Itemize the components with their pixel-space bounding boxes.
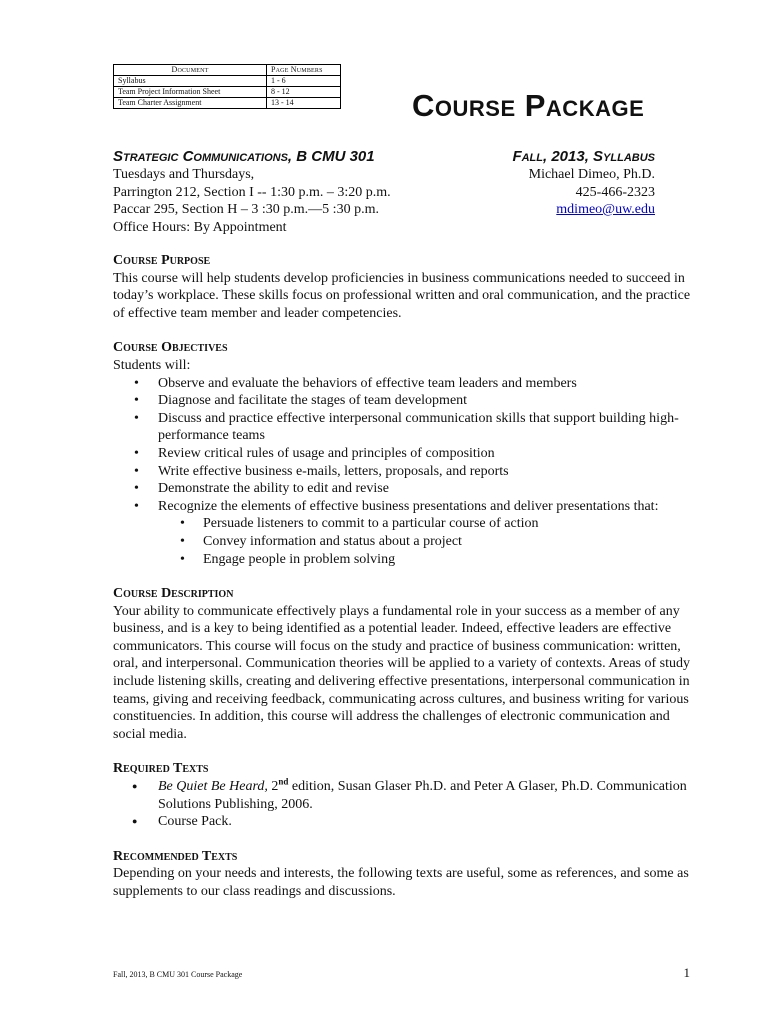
list-item: • Engage people in problem solving xyxy=(113,551,703,569)
required-texts-list xyxy=(113,778,703,831)
required-texts-section xyxy=(113,760,703,830)
footer-text: Fall, 2013, B CMU 301 Course Package xyxy=(113,970,243,979)
book-title: Be Quiet Be Heard, xyxy=(158,779,268,795)
column-header-document: Document xyxy=(114,65,267,76)
table-row xyxy=(114,87,341,98)
course-description-section xyxy=(113,585,703,743)
edition-number: 2 xyxy=(271,779,279,795)
list-item: • Discuss and practice effective interpersonal communication skills that support building high-performance teams xyxy=(113,410,703,445)
table-header-row xyxy=(114,65,341,76)
table-cell: Syllabus xyxy=(114,76,267,87)
list-item: ● Course Pack. xyxy=(113,813,703,831)
course-name: Strategic Communications, B CMU 301 xyxy=(113,148,375,165)
list-item: • Diagnose and facilitate the stages of team development xyxy=(113,392,703,410)
list-item xyxy=(113,778,703,813)
list-item: • Demonstrate the ability to edit and revise xyxy=(113,480,703,498)
recommended-text: Depending on your needs and interests, the following texts are useful, some as references, and some as supplements to our class readings and discussions. xyxy=(113,866,689,899)
objectives-list xyxy=(113,375,703,516)
syllabus-body xyxy=(113,252,703,918)
table-row xyxy=(114,76,341,87)
list-item: • Observe and evaluate the behaviors of effective team leaders and members xyxy=(113,375,703,393)
documents-table xyxy=(113,64,341,109)
presentation-subitems-list xyxy=(113,515,703,568)
section-heading: Course Purpose xyxy=(113,253,211,268)
list-item: • Persuade listeners to commit to a particular course of action xyxy=(113,515,703,533)
office-hours: Office Hours: By Appointment xyxy=(113,219,287,235)
list-item: • Convey information and status about a project xyxy=(113,533,703,551)
instructor-email-link[interactable]: mdimeo@uw.edu xyxy=(556,202,655,217)
purpose-text: This course will help students develop proficiencies in business communications needed to succeed in today’s workplace. These skills focus on professional written and oral communication, and the practice of effective team member and leader competencies. xyxy=(113,270,691,321)
instructor-name: Michael Dimeo, Ph.D. xyxy=(528,167,655,182)
table-cell: 1 - 6 xyxy=(267,76,341,87)
book-details: edition, Susan Glaser Ph.D. and Peter A Glaser, Ph.D. Communication Solutions Publishing, 2006. xyxy=(158,779,687,812)
recommended-texts-section xyxy=(113,848,703,901)
table-cell: Team Charter Assignment xyxy=(114,98,267,109)
list-item: • Write effective business e-mails, letters, proposals, and reports xyxy=(113,463,703,481)
page-footer xyxy=(113,965,690,981)
course-purpose-section xyxy=(113,252,703,322)
section-heading: Course Objectives xyxy=(113,340,228,356)
section-heading: Required Texts xyxy=(113,761,209,777)
section-heading: Course Description xyxy=(113,586,234,602)
list-item: • Recognize the elements of effective business presentations and deliver presentations that: xyxy=(113,498,703,516)
list-item: • Review critical rules of usage and principles of composition xyxy=(113,445,703,463)
instructor-phone: 425-466-2323 xyxy=(575,184,655,200)
table-cell: Team Project Information Sheet xyxy=(114,87,267,98)
package-title: Course Package xyxy=(412,88,645,123)
section-2-schedule: Paccar 295, Section H – 3 :30 p.m.—5 :30 p.m. xyxy=(113,202,379,217)
course-objectives-section xyxy=(113,339,703,568)
meeting-days: Tuesdays and Thursdays, xyxy=(113,167,255,182)
course-header xyxy=(113,147,655,236)
section-heading: Recommended Texts xyxy=(113,848,238,864)
description-text: Your ability to communicate effectively plays a fundamental role in your success as a member of any business, and is a key to being identified as a potential leader. Indeed, effective leaders are effective communicators. This course will focus on the study and practice of business communication: written, oral, and interpersonal. Communication theories will be applied to a variety of contexts. Areas of study include listening skills, creating and delivering effective presentations, interpersonal communication in teams, giving and receiving feedback, communicating across cultures, and business writing for various constituencies. In addition, this course will address the challenges of electronic communication and social media. xyxy=(113,603,690,742)
edition-suffix: nd xyxy=(278,776,289,787)
table-cell: 13 - 14 xyxy=(267,98,341,109)
page-number: 1 xyxy=(683,965,690,980)
table-cell: 8 - 12 xyxy=(267,87,341,98)
objectives-intro: Students will: xyxy=(113,357,191,373)
section-1-schedule: Parrington 212, Section I -- 1:30 p.m. – 3:20 p.m. xyxy=(113,184,391,200)
column-header-page-numbers: Page Numbers xyxy=(267,65,341,76)
table-row xyxy=(114,98,341,109)
term-label: Fall, 2013, Syllabus xyxy=(512,148,655,165)
